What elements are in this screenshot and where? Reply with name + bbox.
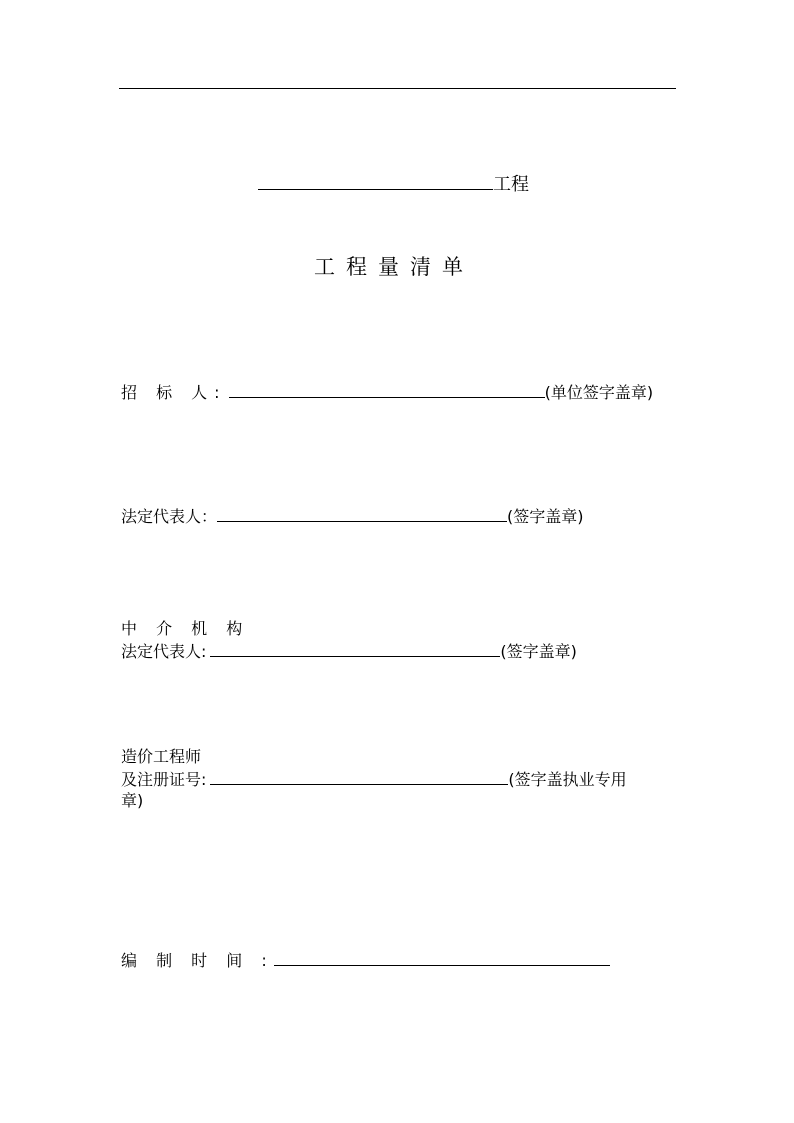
agency-rep-signature-blank[interactable] — [210, 640, 500, 657]
legal-rep-field — [121, 505, 584, 528]
cost-engineer-title: 造价工程师 — [121, 747, 202, 766]
compile-time-label: 编 制 时 间 : — [121, 951, 274, 970]
legal-rep-label: 法定代表人： — [121, 507, 218, 526]
agency-rep-note: (签字盖章) — [500, 642, 577, 661]
compile-time-blank[interactable] — [274, 949, 610, 966]
project-name-line — [258, 172, 529, 196]
agency-title: 中 介 机 构 — [121, 619, 250, 638]
tenderer-note: (单位签字盖章) — [544, 383, 654, 402]
cost-engineer-note: (签字盖执业专用 — [508, 770, 627, 789]
cost-engineer-field — [121, 768, 627, 791]
legal-rep-note: (签字盖章) — [507, 507, 584, 526]
cost-engineer-signature-blank[interactable] — [210, 768, 508, 785]
cost-engineer-label: 及注册证号: — [121, 770, 207, 789]
legal-rep-signature-blank[interactable] — [217, 505, 507, 522]
cost-engineer-note-wrap: 章) — [121, 791, 144, 810]
tenderer-label: 招 标 人: — [121, 383, 227, 402]
tenderer-signature-blank[interactable] — [229, 381, 545, 398]
agency-rep-label: 法定代表人: — [121, 642, 207, 661]
agency-rep-field — [121, 640, 577, 663]
tenderer-field — [121, 381, 653, 404]
project-suffix: 工程 — [493, 174, 529, 195]
project-name-blank[interactable] — [258, 172, 493, 190]
compile-time-field — [121, 949, 610, 972]
document-title: 工程量清单 — [314, 255, 474, 279]
header-rule — [119, 88, 676, 89]
